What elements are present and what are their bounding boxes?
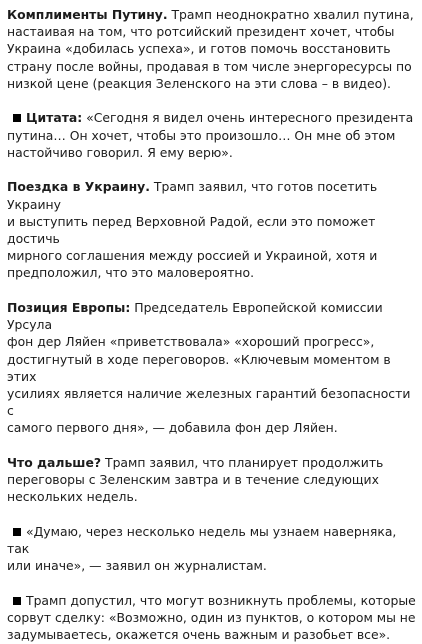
black-square-icon bbox=[13, 528, 21, 536]
paragraph-problems bbox=[7, 592, 418, 644]
paragraph-text: Председатель Европейской комиссии Урсула фон дер Ляйен «приветствовала» «хороший прогресс», достигнутый в ходе переговоров. «Ключевым моментом в этих усилиях является наличие железных гарантий безопасности с самого первого дня», — добавила фон дер Ляйен. bbox=[7, 300, 411, 436]
paragraph-trip-to-ukraine bbox=[7, 178, 418, 281]
paragraph-heading: Поездка в Украину. bbox=[7, 179, 150, 195]
paragraph-whats-next bbox=[7, 454, 418, 506]
paragraph-heading: Цитата: bbox=[26, 110, 83, 126]
paragraph-europe-position bbox=[7, 299, 418, 437]
black-square-icon bbox=[13, 114, 21, 122]
paragraph-heading: Что дальше? bbox=[7, 455, 102, 471]
paragraph-text: «Думаю, через несколько недель мы узнаем наверняка, так или иначе», — заявил он журналистам. bbox=[7, 524, 397, 574]
paragraph-weeks-quote bbox=[7, 523, 418, 575]
paragraph-quote bbox=[7, 109, 418, 161]
black-square-icon bbox=[13, 597, 21, 605]
paragraph-heading: Комплименты Путину. bbox=[7, 7, 168, 22]
paragraph-text: «Сегодня я видел очень интересного президента путина… Он хочет, чтобы это произошло… Он мне об этом настойчиво говорил. Я ему верю». bbox=[7, 110, 414, 160]
paragraph-text: Трамп допустил, что могут возникнуть проблемы, которые сорвут сделку: «Возможно, один из пунктов, о котором мы не задумываетесь, окажется очень важным и разобьет все». bbox=[7, 593, 416, 643]
paragraph-compliments bbox=[7, 6, 418, 92]
paragraph-text: Трамп неоднократно хвалил путина, настаивая на том, что ротсийский президент хочет, чтобы Украина «добилась успеха», и готов помочь восстановить страну после войны, продавая в том числе энергоресурсы по низкой цене (реакция Зеленского на эти слова – в видео). bbox=[7, 7, 414, 91]
paragraph-heading: Позиция Европы: bbox=[7, 300, 131, 316]
paragraph-text: Трамп заявил, что готов посетить Украину и выступить перед Верховной Радой, если это поможет достичь мирного соглашения между россией и Украиной, хотя и предположил, что это маловероятно. bbox=[7, 179, 378, 281]
paragraph-text: Трамп заявил, что планирует продолжить переговоры с Зеленским завтра и в течение следующих нескольких недель. bbox=[7, 455, 384, 505]
